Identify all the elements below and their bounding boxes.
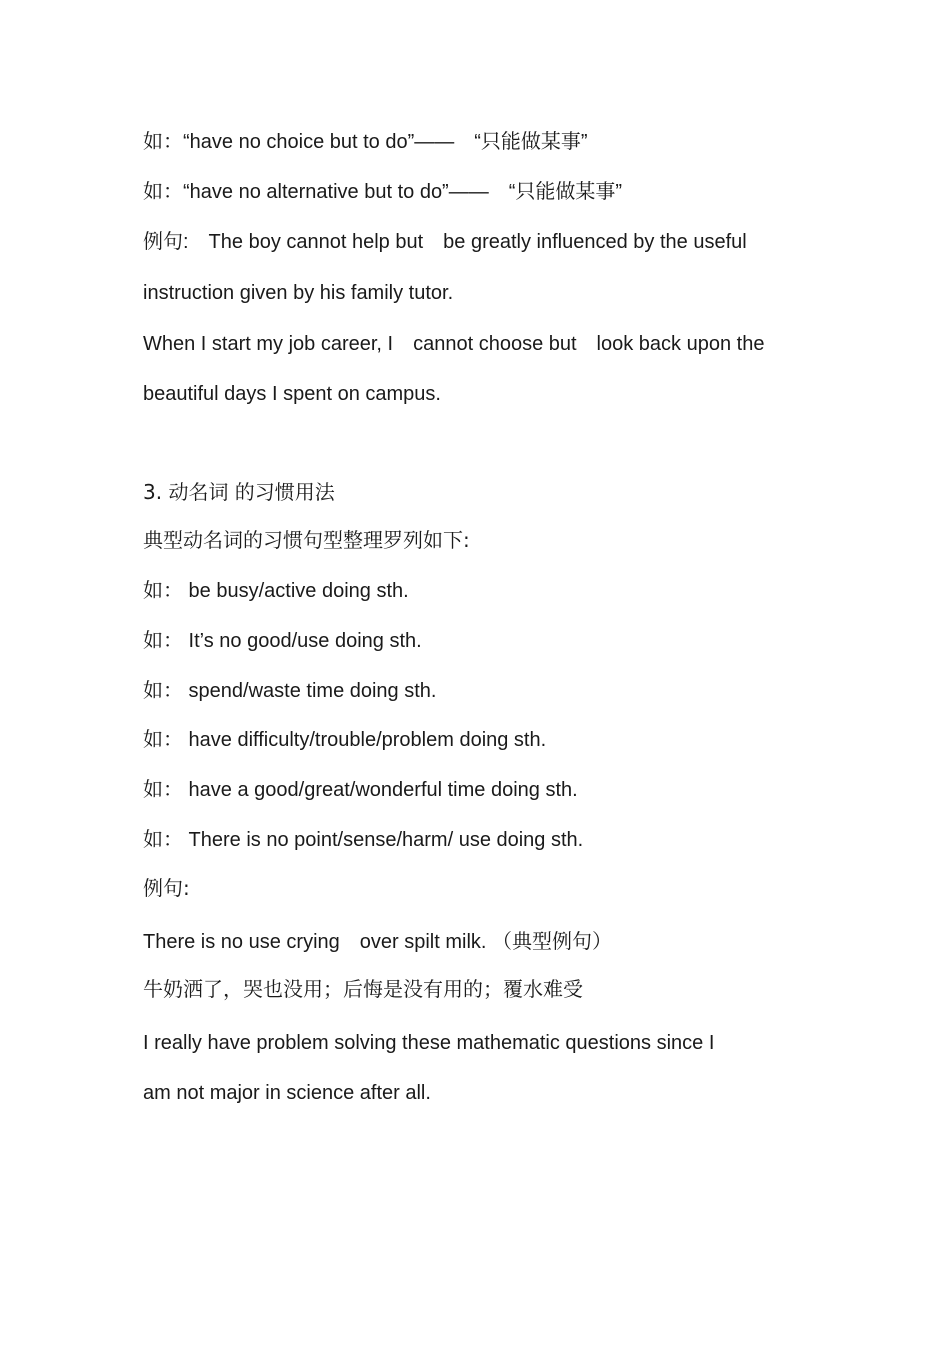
example-sentence-3: There is no use crying over spilt milk. （典型例句） <box>143 931 613 953</box>
example-sentence-2-part-1: When I start my job career, I cannot choose but look back upon the <box>143 333 765 355</box>
example-sentence-3-translation: 牛奶洒了，哭也没用；后悔是没有用的；覆水难受 <box>143 977 583 1001</box>
pattern-item: 如： spend/waste time doing sth. <box>143 680 437 702</box>
pattern-item: 如： be busy/active doing sth. <box>143 580 409 602</box>
pattern-item: 如： have a good/great/wonderful time doing sth. <box>143 779 578 801</box>
example-label: 例句: <box>143 876 190 900</box>
pattern-item: 如： have difficulty/trouble/problem doing sth. <box>143 729 547 751</box>
example-sentence-4-part-1: I really have problem solving these mathematic questions since I <box>143 1032 715 1054</box>
pattern-item: 如： There is no point/sense/harm/ use doing sth. <box>143 829 584 851</box>
phrase-choice-line: 如：“have no choice but to do”—— “只能做某事” <box>143 131 588 153</box>
pattern-item: 如： It’s no good/use doing sth. <box>143 630 422 652</box>
example-sentence-2-part-2: beautiful days I spent on campus. <box>143 383 441 405</box>
phrase-alternative-line: 如：“have no alternative but to do”—— “只能做某事” <box>143 181 623 203</box>
example-sentence-1-part-1: 例句: The boy cannot help but be greatly influenced by the useful <box>143 231 747 253</box>
section-heading: 3. 动名词 的习惯用法 <box>143 480 335 504</box>
example-sentence-4-part-2: am not major in science after all. <box>143 1082 431 1104</box>
section-intro: 典型动名词的习惯句型整理罗列如下: <box>143 528 470 552</box>
example-sentence-1-part-2: instruction given by his family tutor. <box>143 282 454 304</box>
